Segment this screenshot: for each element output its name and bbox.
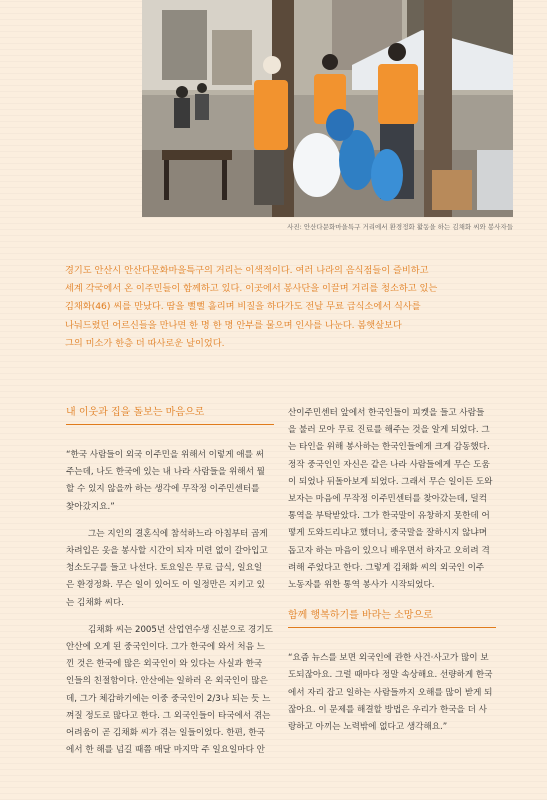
lead-line: 나눠드렸던 어르신들을 만나면 한 명 한 명 안부를 물으며 인사를 나눈다. 봄햇살보다 — [65, 319, 402, 331]
body-line: 낀 것은 한국에 많은 외국인이 와 있다는 사실과 한국 — [66, 659, 263, 670]
body-line: 정작 중국인인 자신은 같은 나라 사람들에게 무슨 도움 — [288, 459, 490, 470]
volunteer-photo — [142, 0, 513, 217]
body-line: 차려입은 옷을 봉사할 시간이 되자 미련 없이 갈아입고 — [66, 546, 268, 557]
body-line: 찾아갔지요.” — [66, 501, 115, 512]
body-line: 김채화 씨는 2005년 산업연수생 신분으로 경기도 — [88, 624, 273, 635]
body-line: 는 김채화 씨다. — [66, 597, 125, 608]
body-line: 보자는 마음에 무작정 이주민센터를 찾아갔는데, 덜컥 — [288, 494, 488, 505]
body-line: 돕고자 하는 마음이 있으니 배우면서 하자고 오히려 격 — [288, 545, 490, 556]
lead-line: 세계 각국에서 온 이주민들이 함께하고 있다. 이곳에서 봉사단을 이끌며 거리를 청소하고 있는 — [65, 283, 438, 295]
lead-line: 김채화(46) 씨를 만났다. 땀을 뻘뻘 흘리며 비질을 하다가도 전날 무료 급식소에서 식사를 — [65, 301, 421, 313]
body-line: 청소도구를 들고 나선다. 토요일은 무료 급식, 일요일 — [66, 563, 263, 574]
body-line: 산이주민센터 앞에서 한국인들이 피켓을 들고 사람들 — [288, 408, 485, 418]
body-line: 데, 그가 체감하기에는 이중 중국인이 2/3나 되는 듯 느 — [66, 693, 271, 704]
body-line: “요즘 뉴스를 보면 외국인에 관한 사건·사고가 많이 보 — [288, 653, 489, 664]
body-line: 그는 지인의 결혼식에 참석하느라 아침부터 곱게 — [88, 528, 268, 539]
section-heading-2: 함께 행복하기를 바라는 소망으로 — [288, 608, 496, 628]
body-line: 는 타인을 위해 봉사하는 한국인들에게 크게 감동했다. — [288, 442, 490, 453]
body-line: 도되잖아요. 그럴 때마다 정말 속상해요. 선량하게 한국 — [288, 670, 493, 681]
lead-paragraph — [65, 262, 495, 353]
body-line: 잖아요. 이 문제를 해결할 방법은 우리가 한국을 더 사 — [288, 704, 487, 715]
left-column — [66, 405, 292, 759]
photo-caption: 사진: 안산다문화마을특구 거리에서 환경정화 활동을 하는 김채화 씨와 봉사자들 — [287, 223, 513, 231]
body-line: 노동자를 위한 통역 봉사가 시작되었다. — [288, 580, 435, 591]
section-heading-1: 내 이웃과 집을 돌보는 마음으로 — [66, 405, 274, 425]
body-line: 껴질 정도로 많다고 한다. 그 외국인들이 타국에서 겪는 — [66, 710, 271, 721]
body-line: 려해 주었다고 한다. 그렇게 김채화 씨의 외국인 이주 — [288, 562, 485, 573]
body-line: 은 환경정화. 무슨 일이 있어도 이 일정만은 지키고 있 — [66, 580, 265, 591]
body-line: 주는데, 나도 한국에 있는 내 나라 사람들을 위해서 뭘 — [66, 467, 265, 478]
body-line: 에서 자리 잡고 일하는 사람들까지 오해를 많이 받게 되 — [288, 687, 493, 698]
body-line: 안산에 오게 된 중국인이다. 그가 한국에 와서 처음 느 — [66, 642, 265, 653]
body-line: 을 불러 모아 무료 진료를 해주는 것을 알게 되었다. 그 — [288, 425, 490, 436]
body-line: 랑하고 아끼는 노력밖에 없다고 생각해요.” — [288, 722, 448, 733]
body-line: 인들의 친절함이다. 안산에는 일하러 온 외국인이 많은 — [66, 676, 268, 687]
body-line: 떻게 도와드리냐고 했더니, 중국말을 잘하시지 않냐며 — [288, 528, 488, 539]
right-column — [288, 405, 514, 736]
body-line: “한국 사람들이 외국 이주민을 위해서 이렇게 애를 써 — [66, 450, 264, 460]
body-line: 어려움이 곧 김채화 씨가 겪는 일들이었다. 한편, 한국 — [66, 728, 265, 739]
body-line: 이 되었나 뒤돌아보게 되었다. 그래서 무슨 일이든 도와 — [288, 476, 493, 487]
lead-line: 경기도 안산시 안산다문화마을특구의 거리는 이색적이다. 여러 나라의 음식점들이 즐비하고 — [65, 265, 429, 276]
body-line: 통역을 부탁받았다. 그가 한국말이 유창하지 못한데 어 — [288, 511, 490, 522]
body-line: 할 수 있지 않을까 하는 생각에 무작정 이주민센터를 — [66, 484, 260, 495]
street-scene-illustration — [142, 0, 513, 217]
lead-line: 그의 미소가 한층 더 따사로운 날이었다. — [65, 337, 225, 349]
body-line: 에서 한 해를 넘길 때쯤 매달 마지막 주 일요일마다 안 — [66, 745, 265, 756]
